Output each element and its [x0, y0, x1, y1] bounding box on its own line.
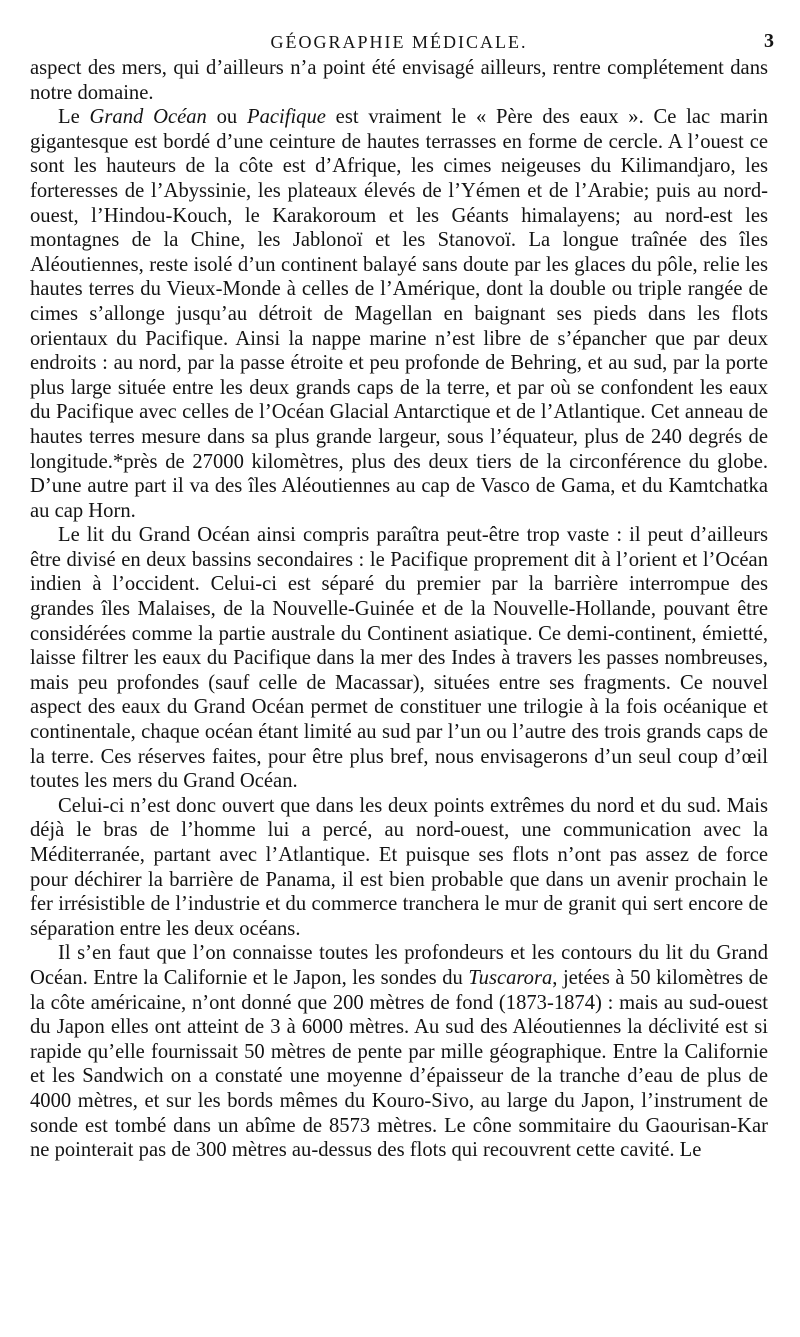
- paragraph-continuation: [30, 56, 768, 105]
- body-text: [30, 56, 768, 1163]
- paragraph-profondeurs: [30, 941, 768, 1162]
- paragraph-text: , jetées à 50 kilomètres de la côte américaine, n’ont donné que 200 mètres de fond (1873-1874) : mais au sud-ouest du Japon elles ont atteint de 3 à 6000 mètres. Au sud des Aléoutiennes la déclivité est si rapide qu’elle fournissait 50 mètres de pente par mille géographique. Entre la Californie et les Sandwich on a constaté une moyenne d’épaisseur de la tranche d’eau de plus de 4000 mètres, et sur les bords mêmes du Kouro-Sivo, au large du Japon, l’instrument de sonde est tombé dans un abîme de 8573 mètres. Le cône sommitaire du Gaourisan-Kar ne pointerait pas de 300 mètres au-dessus des flots qui recouvrent cette cavité. Le: [30, 966, 769, 1162]
- paragraph-text: aspect des mers, qui d’ailleurs n’a point été envisagé ailleurs, rentre complétement dans notre domaine.: [30, 57, 768, 104]
- italic-term: Pacifique: [246, 106, 326, 129]
- italic-ship-name: Tuscarora: [468, 966, 553, 989]
- paragraph-text: est vraiment le « Père des eaux ». Ce lac marin gigantesque est bordé d’une ceinture de hautes terrasses en forme de cercle. A l’ouest ce sont les hauteurs de la côte est d’Afrique, les cimes neigeuses du Kilimandjaro, les forteresses de l’Abyssinie, les plateaux élevés de l’Yémen et de l’Arabie; puis au nord-ouest, l’Hindou-Kouch, le Karakoroum et les Géants himalayens; au nord-est les montagnes de la Chine, les Jablonoï et les Stanovoï. La longue traînée des îles Aléoutiennes, reste isolé d’un continent balayé sans doute par les glaces du pôle, relie les hautes terres du Vieux-Monde à celles de l’Amérique, dont la double ou triple rangée de cimes s’allonge jusqu’au détroit de Magellan en baignant ses pieds dans les flots orientaux du Pacifique. Ainsi la nappe marine n’est libre de s’épancher que par deux endroits : au nord, par la passe étroite et peu profonde de Behring, et au sud, par la porte plus large située entre les deux grands caps de la terre, et par où se confondent les eaux du Pacifique avec celles de l’Océan Glacial Antarctique et de l’Atlantique. Cet anneau de hautes terres mesure dans sa plus grande largeur, sous l’équateur, plus de 240 degrés de longitude.*près de 27000 kilomètres, plus des deux tiers de la circonférence du globe. D’une autre part il va des îles Aléoutiennes au cap de Vasco de Gama, et du Kamtchatka au cap Horn.: [30, 106, 769, 522]
- running-title: GÉOGRAPHIE MÉDICALE.: [270, 32, 528, 52]
- paragraph-text: Le: [58, 106, 90, 129]
- paragraph-text: ou: [206, 106, 247, 129]
- running-header: [30, 28, 774, 56]
- paragraph-text: Celui-ci n’est donc ouvert que dans les deux points extrêmes du nord et du sud. Mais déjà le bras de l’homme lui a percé, au nord-ouest, une communication avec la Méditerranée, partant avec l’Atlantique. Et puisque ses flots n’ont pas assez de force pour déchirer la barrière de Panama, il est bien probable que dans un avenir prochain le fer irrésistible de l’industrie et du commerce tranchera le mur de granit qui sert encore de séparation entre les deux océans.: [30, 794, 768, 940]
- book-page: [30, 28, 774, 1163]
- paragraph-text: Il s’en faut que l’on connaisse toutes les profondeurs et les contours du lit du Grand Océan. Entre la Californie et le Japon, les sondes du: [30, 942, 768, 989]
- paragraph-grand-ocean: [30, 105, 768, 523]
- paragraph-lit-ocean: [30, 523, 768, 794]
- page-number: 3: [764, 30, 774, 52]
- paragraph-ouverture: [30, 794, 768, 942]
- paragraph-text: Le lit du Grand Océan ainsi compris paraîtra peut-être trop vaste : il peut d’ailleurs être divisé en deux bassins secondaires : le Pacifique proprement dit à l’orient et l’Océan indien à l’occident. Celui-ci est séparé du premier par la barrière interrompue des grandes îles Malaises, de la Nouvelle-Guinée et de la Nouvelle-Hollande, pouvant être considérées comme la partie australe du Continent asiatique. Ce demi-continent, émietté, laisse filtrer les eaux du Pacifique dans la mer des Indes à travers les passes nombreuses, mais peu profondes (sauf celle de Macassar), situées entre ses fragments. Ce nouvel aspect des eaux du Grand Océan permet de constituer une trilogie à la fois océanique et continentale, chaque océan étant limité au sud par l’un ou l’autre des trois grands caps de la terre. Ces réserves faites, pour être plus bref, nous envisagerons d’un seul coup d’œil toutes les mers du Grand Océan.: [30, 524, 768, 793]
- italic-term: Grand Océan: [89, 106, 207, 129]
